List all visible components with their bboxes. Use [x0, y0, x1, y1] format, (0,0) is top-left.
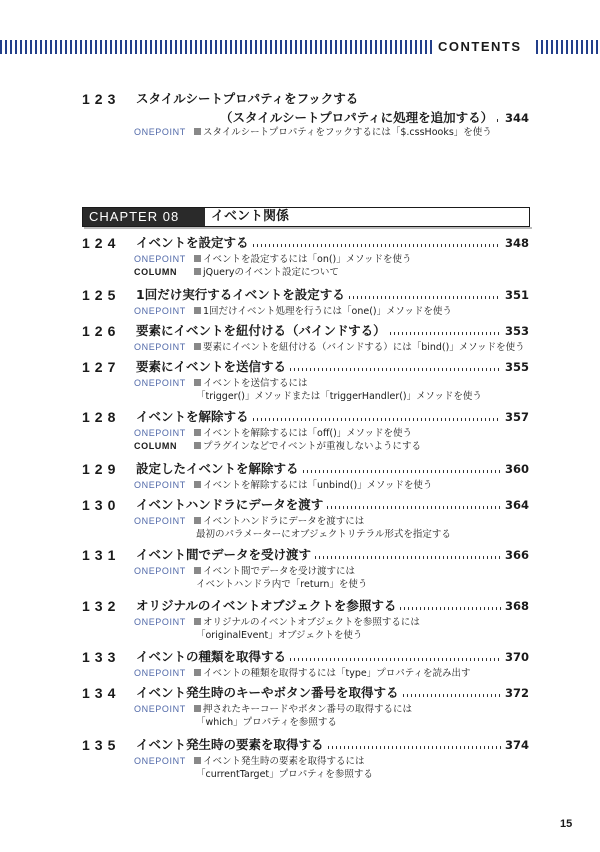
entry-page: 360	[504, 462, 529, 476]
page-number: 15	[560, 818, 573, 830]
header-stripe-left	[0, 40, 432, 54]
entry-page: 353	[504, 324, 529, 338]
entry-number: 134	[82, 685, 121, 701]
onepoint-label: ONEPOINT	[134, 378, 186, 388]
entry-number: 133	[82, 649, 121, 665]
bullet-square-icon	[194, 255, 201, 262]
onepoint-text-continued: 「currentTarget」プロパティを参照する	[196, 769, 373, 780]
onepoint-label: ONEPOINT	[134, 428, 186, 438]
entry-page: 364	[504, 498, 529, 512]
entry-number: 127	[82, 359, 121, 375]
entry-title: イベント発生時のキーやボタン番号を取得する	[136, 685, 399, 700]
onepoint-text-continued: イベントハンドラ内で「return」を使う	[196, 579, 368, 590]
entry-title: イベントの種類を取得する	[136, 649, 287, 664]
entry-title-line-2	[220, 109, 529, 127]
entry-title-line	[136, 90, 529, 108]
onepoint-line	[134, 305, 452, 318]
bullet-square-icon	[194, 442, 201, 449]
entry-title: 設定したイベントを解除する	[136, 461, 299, 476]
dot-leader	[328, 746, 501, 749]
onepoint-label: ONEPOINT	[134, 127, 186, 137]
entry-title-continued: （スタイルシートプロパティに処理を追加する）	[220, 110, 494, 125]
onepoint-label: ONEPOINT	[134, 617, 186, 627]
entry-number: 128	[82, 409, 121, 425]
entry-title-line	[136, 496, 529, 514]
entry-page: 357	[504, 410, 529, 424]
entry-title: イベント間でデータを受け渡す	[136, 547, 312, 562]
bullet-square-icon	[194, 669, 201, 676]
onepoint-label: ONEPOINT	[134, 342, 186, 352]
onepoint-label: ONEPOINT	[134, 480, 186, 490]
dot-leader	[400, 607, 501, 610]
bullet-square-icon	[194, 481, 201, 488]
dot-leader	[253, 418, 501, 421]
entry-title: 要素にイベントを紐付ける（バインドする）	[136, 323, 386, 338]
column-line	[134, 266, 339, 279]
entry-page: 368	[504, 599, 529, 613]
bullet-square-icon	[194, 268, 201, 275]
onepoint-text: イベントを送信するには	[203, 378, 308, 389]
dot-leader	[253, 244, 501, 247]
dot-leader	[497, 119, 501, 122]
onepoint-line	[134, 341, 525, 354]
onepoint-label: ONEPOINT	[134, 516, 186, 526]
dot-leader	[349, 296, 501, 299]
entry-title: イベント発生時の要素を取得する	[136, 737, 324, 752]
entry-page: 355	[504, 360, 529, 374]
entry-title: イベントハンドラにデータを渡す	[136, 497, 324, 512]
bullet-square-icon	[194, 618, 201, 625]
entry-number: 125	[82, 287, 121, 303]
entry-title: スタイルシートプロパティをフックする	[136, 91, 359, 106]
column-label: COLUMN	[134, 267, 178, 277]
entry-title-line	[136, 234, 529, 252]
header-stripe-right	[536, 40, 600, 54]
onepoint-text: イベントを解除するには「unbind()」メソッドを使う	[203, 480, 433, 491]
onepoint-line	[134, 616, 420, 629]
bullet-square-icon	[194, 517, 201, 524]
entry-number: 124	[82, 235, 121, 251]
onepoint-line	[134, 479, 432, 492]
onepoint-text-continued: 最初のパラメーターにオブジェクトリテラル形式を指定する	[196, 529, 451, 540]
onepoint-label: ONEPOINT	[134, 704, 186, 714]
onepoint-line	[134, 377, 308, 390]
onepoint-line	[134, 515, 364, 528]
header-title: CONTENTS	[438, 39, 522, 54]
onepoint-line	[134, 703, 412, 716]
onepoint-text: イベント間でデータを受け渡すには	[203, 566, 356, 577]
entry-title: イベントを解除する	[136, 409, 249, 424]
onepoint-text: イベントを設定するには「on()」メソッドを使う	[203, 254, 412, 265]
entry-title: 要素にイベントを送信する	[136, 359, 287, 374]
onepoint-text-continued: 「trigger()」メソッドまたは「triggerHandler()」メソッドを使う	[196, 391, 482, 402]
chapter-bar-shadow	[84, 227, 532, 229]
onepoint-text-continued: 「which」プロパティを参照する	[196, 717, 337, 728]
entry-number: 123	[82, 91, 121, 107]
onepoint-text: イベント発生時の要素を取得するには	[203, 756, 365, 767]
column-label: COLUMN	[134, 441, 178, 451]
onepoint-text: 要素にイベントを紐付ける（バインドする）には「bind()」メソッドを使う	[203, 342, 525, 353]
entry-title-line	[136, 322, 529, 340]
entry-title-line	[136, 597, 529, 615]
entry-title: イベントを設定する	[136, 235, 249, 250]
bullet-square-icon	[194, 567, 201, 574]
onepoint-label: ONEPOINT	[134, 668, 186, 678]
entry-title-line	[136, 460, 529, 478]
onepoint-line	[134, 755, 365, 768]
onepoint-text: 押されたキーコードやボタン番号の取得するには	[203, 704, 413, 715]
bullet-square-icon	[194, 705, 201, 712]
bullet-square-icon	[194, 128, 201, 135]
onepoint-label: ONEPOINT	[134, 254, 186, 264]
column-text: jQueryのイベント設定について	[203, 267, 339, 278]
dot-leader	[303, 470, 501, 473]
onepoint-line	[134, 427, 412, 440]
entry-title-line	[136, 684, 529, 702]
bullet-square-icon	[194, 307, 201, 314]
onepoint-line	[134, 126, 492, 139]
onepoint-label: ONEPOINT	[134, 306, 186, 316]
onepoint-text: オリジナルのイベントオブジェクトを参照するには	[203, 617, 420, 628]
bullet-square-icon	[194, 757, 201, 764]
onepoint-line	[134, 565, 355, 578]
onepoint-label: ONEPOINT	[134, 756, 186, 766]
column-line	[134, 440, 421, 453]
entry-title: オリジナルのイベントオブジェクトを参照する	[136, 598, 397, 613]
entry-title-line	[136, 358, 529, 376]
chapter-title: イベント関係	[211, 209, 290, 224]
chapter-label: CHAPTER 08	[83, 208, 205, 226]
entry-title-line	[136, 648, 529, 666]
onepoint-line	[134, 667, 470, 680]
entry-number: 129	[82, 461, 121, 477]
chapter-heading	[82, 207, 530, 227]
onepoint-line	[134, 253, 412, 266]
entry-page: 351	[504, 288, 529, 302]
entry-page: 344	[504, 111, 529, 125]
column-text: プラグインなどでイベントが重複しないようにする	[203, 441, 422, 452]
entry-page: 366	[504, 548, 529, 562]
entry-number: 130	[82, 497, 121, 513]
dot-leader	[403, 694, 501, 697]
entry-page: 370	[504, 650, 529, 664]
entry-title-line	[136, 408, 529, 426]
bullet-square-icon	[194, 379, 201, 386]
onepoint-text: 1回だけイベント処理を行うには「one()」メソッドを使う	[203, 306, 452, 317]
onepoint-label: ONEPOINT	[134, 566, 186, 576]
entry-page: 348	[504, 236, 529, 250]
entry-page: 372	[504, 686, 529, 700]
dot-leader	[315, 556, 501, 559]
bullet-square-icon	[194, 429, 201, 436]
dot-leader	[290, 368, 501, 371]
onepoint-text: イベントを解除するには「off()」メソッドを使う	[203, 428, 413, 439]
entry-title: 1回だけ実行するイベントを設定する	[136, 287, 345, 302]
onepoint-text-continued: 「originalEvent」オブジェクトを使う	[196, 630, 363, 641]
entry-title-line	[136, 546, 529, 564]
entry-title-line	[136, 736, 529, 754]
dot-leader	[390, 332, 501, 335]
entry-number: 132	[82, 598, 121, 614]
onepoint-text: イベントハンドラにデータを渡すには	[203, 516, 365, 527]
entry-number: 126	[82, 323, 121, 339]
dot-leader	[327, 506, 501, 509]
onepoint-text: イベントの種類を取得するには「type」プロパティを読み出す	[203, 668, 471, 679]
entry-title-line	[136, 286, 529, 304]
entry-number: 135	[82, 737, 121, 753]
bullet-square-icon	[194, 343, 201, 350]
entry-number: 131	[82, 547, 121, 563]
entry-page: 374	[504, 738, 529, 752]
dot-leader	[290, 658, 501, 661]
onepoint-text: スタイルシートプロパティをフックするには「$.cssHooks」を使う	[203, 127, 492, 138]
